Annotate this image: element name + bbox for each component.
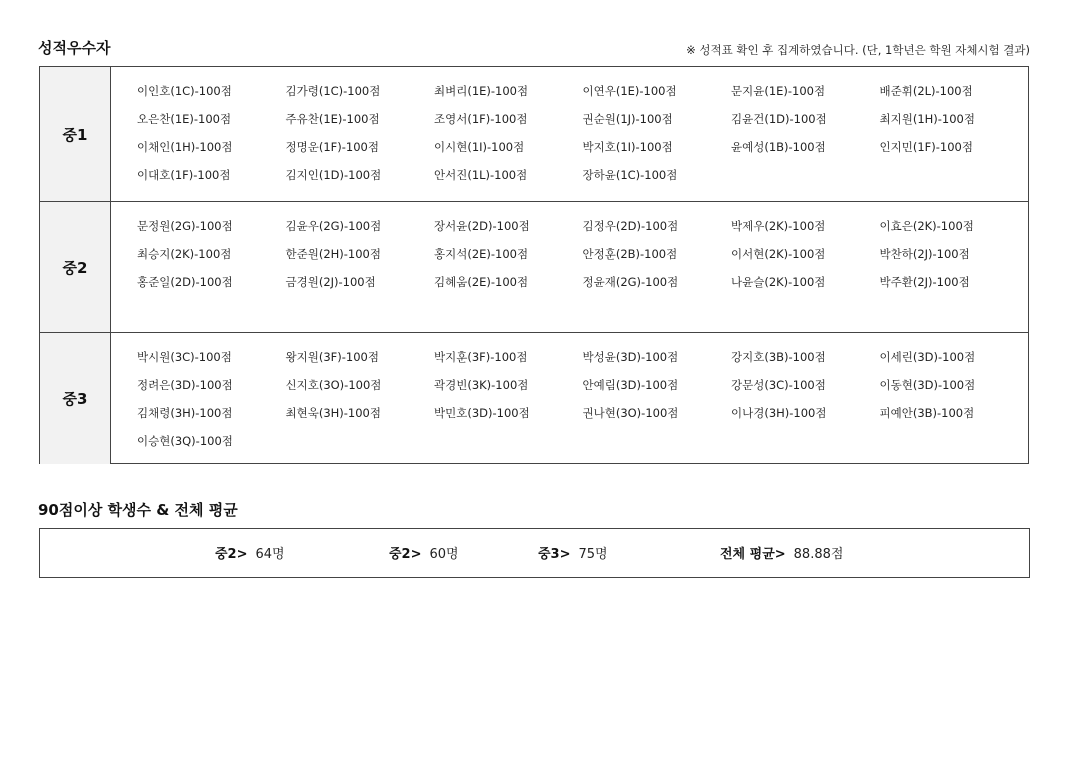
student-entry: 이승현(3Q)-100점 xyxy=(137,434,233,448)
student-entry: 박주환(2J)-100점 xyxy=(879,275,970,289)
honor-table xyxy=(39,66,1029,464)
student-entry: 최지원(1H)-100점 xyxy=(879,112,975,126)
grade-row-1 xyxy=(40,67,1028,201)
honor-section-note: ※ 성적표 확인 후 집계하였습니다. (단, 1학년은 학원 자체시험 결과) xyxy=(686,43,1030,57)
summary-item xyxy=(389,543,459,562)
student-entry: 피예안(3B)-100점 xyxy=(879,406,975,420)
student-entry: 홍준일(2D)-100점 xyxy=(137,275,233,289)
student-entry: 이나경(3H)-100점 xyxy=(731,406,827,420)
student-entry: 박민호(3D)-100점 xyxy=(434,406,530,420)
student-entry: 문정원(2G)-100점 xyxy=(137,219,233,233)
student-entry: 이인호(1C)-100점 xyxy=(137,84,232,98)
grade-row-2 xyxy=(40,201,1028,333)
summary-item xyxy=(720,543,843,562)
student-entry: 윤예성(1B)-100점 xyxy=(731,140,826,154)
student-entry: 박성윤(3D)-100점 xyxy=(582,350,679,364)
summary-value: 75명 xyxy=(578,547,608,562)
student-entry: 신지호(3O)-100점 xyxy=(285,378,382,392)
student-entry: 정윤재(2G)-100점 xyxy=(582,275,679,289)
student-entry: 배준휘(2L)-100점 xyxy=(879,84,973,98)
summary-label: 중2> xyxy=(215,547,248,562)
summary-item xyxy=(215,543,285,562)
student-entry: 이세린(3D)-100점 xyxy=(879,350,976,364)
student-entry: 강지호(3B)-100점 xyxy=(731,350,826,364)
student-entry: 최승지(2K)-100점 xyxy=(137,247,232,261)
student-list xyxy=(111,333,1028,464)
student-entry: 안정훈(2B)-100점 xyxy=(582,247,678,261)
grade-row-3 xyxy=(40,332,1028,464)
student-entry: 금경원(2J)-100점 xyxy=(285,275,376,289)
student-entry: 박시원(3C)-100점 xyxy=(137,350,232,364)
student-entry: 권순원(1J)-100점 xyxy=(582,112,673,126)
student-entry: 김가령(1C)-100점 xyxy=(285,84,381,98)
student-entry: 김윤건(1D)-100점 xyxy=(731,112,827,126)
student-entry: 박제우(2K)-100점 xyxy=(731,219,826,233)
student-entry: 정려은(3D)-100점 xyxy=(137,378,233,392)
student-entry: 이효은(2K)-100점 xyxy=(879,219,974,233)
grade-label: 중1 xyxy=(40,67,111,201)
student-entry: 이시현(1I)-100점 xyxy=(434,140,525,154)
summary-label: 중3> xyxy=(538,547,571,562)
student-entry: 박지호(1I)-100점 xyxy=(582,140,673,154)
student-entry: 안예림(3D)-100점 xyxy=(582,378,679,392)
student-entry: 김지인(1D)-100점 xyxy=(285,168,382,182)
summary-label: 중2> xyxy=(389,547,422,562)
student-entry: 문지윤(1E)-100점 xyxy=(731,84,826,98)
student-entry: 곽경빈(3K)-100점 xyxy=(434,378,529,392)
student-entry: 박찬하(2J)-100점 xyxy=(879,247,970,261)
student-entry: 홍지석(2E)-100점 xyxy=(434,247,529,261)
student-entry: 장서윤(2D)-100점 xyxy=(434,219,530,233)
student-entry: 김정우(2D)-100점 xyxy=(582,219,679,233)
student-list xyxy=(111,202,1028,333)
student-entry: 김채령(3H)-100점 xyxy=(137,406,233,420)
student-list xyxy=(111,67,1028,201)
student-entry: 이연우(1E)-100점 xyxy=(582,84,677,98)
student-entry: 이채인(1H)-100점 xyxy=(137,140,233,154)
student-entry: 조영서(1F)-100점 xyxy=(434,112,528,126)
student-entry: 주유찬(1E)-100점 xyxy=(285,112,380,126)
summary-label: 전체 평균> xyxy=(720,547,786,562)
student-entry: 장하윤(1C)-100점 xyxy=(582,168,678,182)
student-entry: 최벼리(1E)-100점 xyxy=(434,84,529,98)
summary-section-title: 90점이상 학생수 & 전체 평균 xyxy=(38,501,238,519)
student-entry: 김혜움(2E)-100점 xyxy=(434,275,529,289)
student-entry: 김윤우(2G)-100점 xyxy=(285,219,382,233)
student-entry: 오은찬(1E)-100점 xyxy=(137,112,232,126)
student-entry: 이서현(2K)-100점 xyxy=(731,247,826,261)
student-entry: 안서진(1L)-100점 xyxy=(434,168,528,182)
grade-label: 중2 xyxy=(40,202,111,333)
grade-label: 중3 xyxy=(40,333,111,464)
student-entry: 이대호(1F)-100점 xyxy=(137,168,231,182)
student-entry: 권나현(3O)-100점 xyxy=(582,406,679,420)
student-entry: 정명운(1F)-100점 xyxy=(285,140,379,154)
student-entry: 최현욱(3H)-100점 xyxy=(285,406,381,420)
student-entry: 인지민(1F)-100점 xyxy=(879,140,973,154)
summary-value: 64명 xyxy=(255,547,285,562)
summary-value: 88.88점 xyxy=(793,547,844,562)
student-entry: 한준원(2H)-100점 xyxy=(285,247,381,261)
student-entry: 나윤슬(2K)-100점 xyxy=(731,275,826,289)
summary-item xyxy=(538,543,608,562)
student-entry: 박지훈(3F)-100점 xyxy=(434,350,528,364)
student-entry: 강문성(3C)-100점 xyxy=(731,378,826,392)
student-entry: 왕지원(3F)-100점 xyxy=(285,350,379,364)
summary-box xyxy=(39,528,1030,578)
honor-section-title: 성적우수자 xyxy=(38,39,111,57)
student-entry: 이동현(3D)-100점 xyxy=(879,378,976,392)
summary-value: 60명 xyxy=(429,547,459,562)
